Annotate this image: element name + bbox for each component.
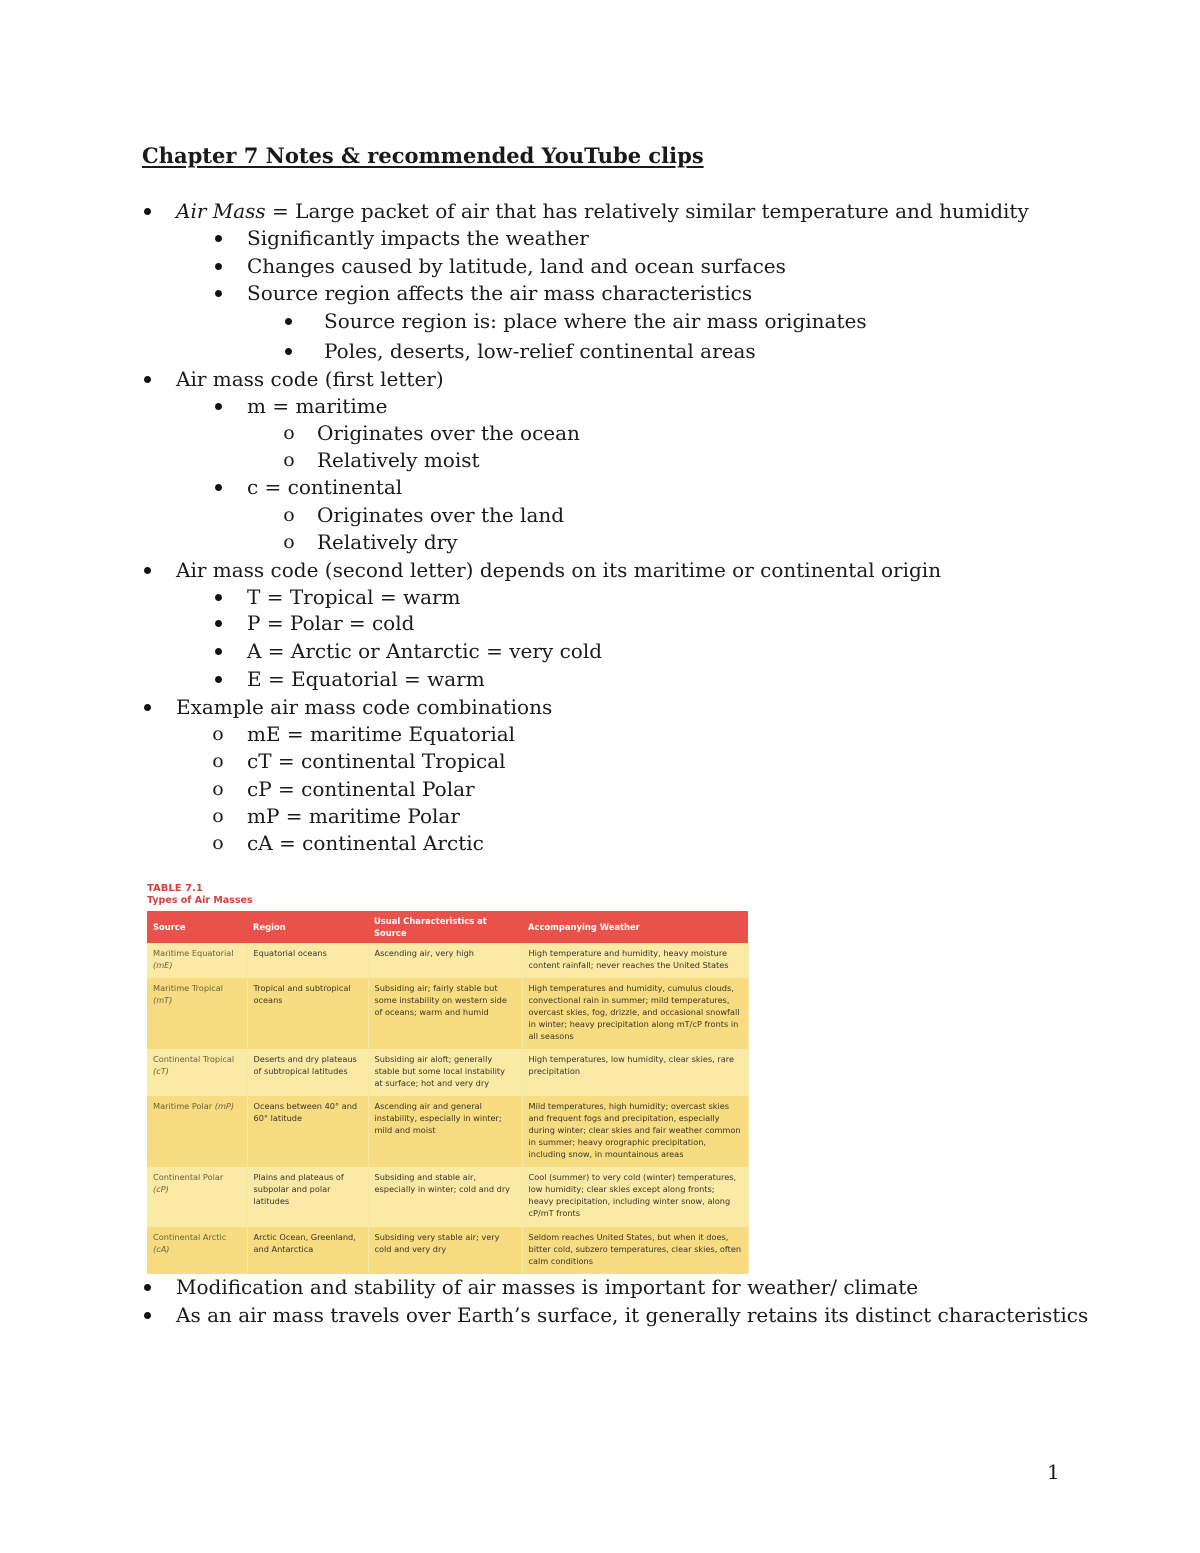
air-mass-code: (cT) bbox=[153, 1066, 169, 1076]
cell-weather: High temperature and humidity, heavy moisture content rainfall; never reaches the United States bbox=[522, 943, 748, 978]
cell-region: Tropical and subtropical oceans bbox=[247, 978, 368, 1049]
cell-characteristics: Subsiding air aloft; generally stable but some local instability at surface; hot and very dry bbox=[368, 1049, 522, 1096]
cell-source bbox=[147, 1167, 247, 1227]
cell-weather: Mild temperatures, high humidity; overcast skies and frequent fogs and precipitation, especially during winter; clear skies and fair weather common in summer; heavy orographic precipitation, including snow, in mountainous areas bbox=[522, 1096, 748, 1167]
cell-region: Oceans between 40° and 60° latitude bbox=[247, 1096, 368, 1167]
bullet-icon bbox=[206, 281, 230, 305]
cell-region: Plains and plateaus of subpolar and polar latitudes bbox=[247, 1167, 368, 1227]
list-item-text bbox=[176, 199, 1029, 223]
list-item-label: A = Arctic or Antarctic = very cold bbox=[247, 639, 603, 663]
cell-source bbox=[147, 1049, 247, 1096]
list-item-label: As an air mass travels over Earth’s surface, it generally retains its distinct characteristics bbox=[176, 1303, 1089, 1327]
list-item-label: Modification and stability of air masses is important for weather/ climate bbox=[176, 1275, 919, 1299]
cell-region: Equatorial oceans bbox=[247, 943, 368, 978]
bullet-icon bbox=[206, 611, 230, 635]
list-item-text bbox=[317, 530, 458, 554]
bullet-icon bbox=[206, 254, 230, 278]
table-header-weather: Accompanying Weather bbox=[522, 911, 748, 943]
bullet-icon bbox=[135, 1275, 159, 1299]
bullet-icon bbox=[135, 199, 159, 223]
list-item-label: Relatively dry bbox=[317, 530, 458, 554]
list-item-label: Originates over the land bbox=[317, 503, 565, 527]
bullet-icon bbox=[206, 667, 230, 691]
list-item-text bbox=[247, 226, 589, 250]
list-item-label: Source region is: place where the air mass originates bbox=[324, 309, 867, 333]
table-header-region: Region bbox=[247, 911, 368, 943]
cell-weather: Cool (summer) to very cold (winter) temperatures, low humidity; clear skies except along fronts; heavy precipitation, including winter snow, along cP/mT fronts bbox=[522, 1167, 748, 1227]
list-item-text bbox=[247, 667, 485, 691]
table-header-characteristics: Usual Characteristics at Source bbox=[368, 911, 522, 943]
cell-weather: High temperatures and humidity, cumulus clouds, convectional rain in summer; mild temperatures, overcast skies, fog, drizzle, and occasional snowfall in winter; heavy precipitation along mT/cP fronts in all seasons bbox=[522, 978, 748, 1049]
circle-bullet-icon: o bbox=[283, 449, 295, 471]
air-mass-code: (cA) bbox=[153, 1244, 170, 1254]
table-row bbox=[147, 1167, 748, 1227]
source-name: Continental Arctic bbox=[153, 1232, 227, 1242]
air-mass-code: (mP) bbox=[214, 1101, 235, 1111]
list-item-label: P = Polar = cold bbox=[247, 611, 415, 635]
cell-characteristics: Subsiding air; fairly stable but some instability on western side of oceans; warm and humid bbox=[368, 978, 522, 1049]
cell-source bbox=[147, 978, 247, 1049]
circle-bullet-icon: o bbox=[212, 805, 224, 827]
list-item-label: Air mass code (second letter) depends on its maritime or continental origin bbox=[176, 558, 942, 582]
list-item-text bbox=[247, 281, 752, 305]
circle-bullet-icon: o bbox=[212, 750, 224, 772]
table-header-source: Source bbox=[147, 911, 247, 943]
circle-bullet-icon: o bbox=[283, 504, 295, 526]
table-row bbox=[147, 1049, 748, 1096]
bullet-icon bbox=[135, 558, 159, 582]
list-item-label: Relatively moist bbox=[317, 448, 480, 472]
list-item-text bbox=[324, 309, 867, 333]
air-mass-code: (mT) bbox=[153, 995, 173, 1005]
list-item-label: T = Tropical = warm bbox=[247, 585, 461, 609]
bullet-icon bbox=[276, 309, 300, 333]
list-item-text bbox=[247, 475, 402, 499]
list-item-label: cT = continental Tropical bbox=[247, 749, 506, 773]
bullet-icon bbox=[206, 226, 230, 250]
list-item-text bbox=[176, 558, 941, 582]
list-item-label: Originates over the ocean bbox=[317, 421, 580, 445]
list-item-label: m = maritime bbox=[247, 394, 388, 418]
list-item-label: Significantly impacts the weather bbox=[247, 226, 589, 250]
table-header-row bbox=[147, 911, 748, 943]
list-item-text bbox=[317, 503, 564, 527]
table-row bbox=[147, 978, 748, 1049]
list-item-text bbox=[247, 611, 414, 635]
list-item-label: Example air mass code combinations bbox=[176, 695, 553, 719]
cell-region: Deserts and dry plateaus of subtropical latitudes bbox=[247, 1049, 368, 1096]
circle-bullet-icon: o bbox=[283, 422, 295, 444]
table-subtitle: Types of Air Masses bbox=[147, 895, 253, 906]
air-mass-table bbox=[147, 911, 749, 1274]
list-item-text bbox=[247, 831, 484, 855]
table-row bbox=[147, 1096, 748, 1167]
air-mass-code: (cP) bbox=[153, 1184, 169, 1194]
list-item-label: mP = maritime Polar bbox=[247, 804, 460, 828]
list-item-text bbox=[324, 339, 756, 363]
list-item-label: c = continental bbox=[247, 475, 403, 499]
list-item-label: Air mass code (first letter) bbox=[176, 367, 444, 391]
cell-characteristics: Ascending air, very high bbox=[368, 943, 522, 978]
list-item-label: cA = continental Arctic bbox=[247, 831, 484, 855]
table-row bbox=[147, 943, 748, 978]
list-item-text bbox=[247, 254, 786, 278]
list-item-label: Poles, deserts, low-relief continental areas bbox=[324, 339, 756, 363]
cell-source bbox=[147, 1227, 247, 1274]
page-title: Chapter 7 Notes & recommended YouTube clips bbox=[142, 143, 704, 168]
list-item-text bbox=[176, 695, 552, 719]
bullet-icon bbox=[206, 585, 230, 609]
cell-characteristics: Subsiding very stable air; very cold and very dry bbox=[368, 1227, 522, 1274]
list-item-text bbox=[247, 749, 506, 773]
cell-source bbox=[147, 1096, 247, 1167]
bullet-icon bbox=[206, 475, 230, 499]
bullet-icon bbox=[206, 639, 230, 663]
bullet-icon bbox=[135, 1303, 159, 1327]
source-name: Continental Polar bbox=[153, 1172, 224, 1182]
bullet-icon bbox=[135, 367, 159, 391]
page-number: 1 bbox=[1047, 1460, 1060, 1484]
circle-bullet-icon: o bbox=[283, 531, 295, 553]
list-item-text bbox=[247, 722, 515, 746]
list-item-label: E = Equatorial = warm bbox=[247, 667, 485, 691]
list-item-text bbox=[247, 804, 460, 828]
cell-weather: Seldom reaches United States, but when it does, bitter cold, subzero temperatures, clear skies, often calm conditions bbox=[522, 1227, 748, 1274]
source-name: Maritime Equatorial bbox=[153, 948, 234, 958]
bullet-icon bbox=[276, 339, 300, 363]
list-item-label: Source region affects the air mass characteristics bbox=[247, 281, 753, 305]
list-item-text bbox=[247, 394, 388, 418]
list-item-label: = Large packet of air that has relatively similar temperature and humidity bbox=[265, 199, 1029, 223]
list-item-label: Changes caused by latitude, land and ocean surfaces bbox=[247, 254, 786, 278]
source-name: Maritime Tropical bbox=[153, 983, 224, 993]
list-item-text bbox=[247, 639, 602, 663]
table-caption: TABLE 7.1 bbox=[147, 883, 203, 894]
list-item-text bbox=[317, 421, 580, 445]
cell-characteristics: Subsiding and stable air, especially in winter; cold and dry bbox=[368, 1167, 522, 1227]
list-item-label: mE = maritime Equatorial bbox=[247, 722, 516, 746]
air-mass-code: (mE) bbox=[153, 960, 173, 970]
circle-bullet-icon: o bbox=[212, 723, 224, 745]
bullet-icon bbox=[206, 394, 230, 418]
list-item-text bbox=[317, 448, 480, 472]
cell-weather: High temperatures, low humidity, clear skies, rare precipitation bbox=[522, 1049, 748, 1096]
cell-region: Arctic Ocean, Greenland, and Antarctica bbox=[247, 1227, 368, 1274]
table-row bbox=[147, 1227, 748, 1274]
circle-bullet-icon: o bbox=[212, 832, 224, 854]
list-item-text bbox=[176, 1275, 918, 1299]
list-item-text bbox=[247, 777, 475, 801]
term: Air Mass bbox=[176, 199, 266, 223]
list-item-text bbox=[176, 367, 444, 391]
list-item-text bbox=[247, 585, 461, 609]
list-item-label: cP = continental Polar bbox=[247, 777, 475, 801]
cell-characteristics: Ascending air and general instability, especially in winter; mild and moist bbox=[368, 1096, 522, 1167]
air-mass-table-figure bbox=[147, 883, 748, 1264]
source-name: Continental Tropical bbox=[153, 1054, 235, 1064]
bullet-icon bbox=[135, 695, 159, 719]
circle-bullet-icon: o bbox=[212, 778, 224, 800]
list-item-text bbox=[176, 1303, 1088, 1327]
source-name: Maritime Polar bbox=[153, 1101, 213, 1111]
cell-source bbox=[147, 943, 247, 978]
